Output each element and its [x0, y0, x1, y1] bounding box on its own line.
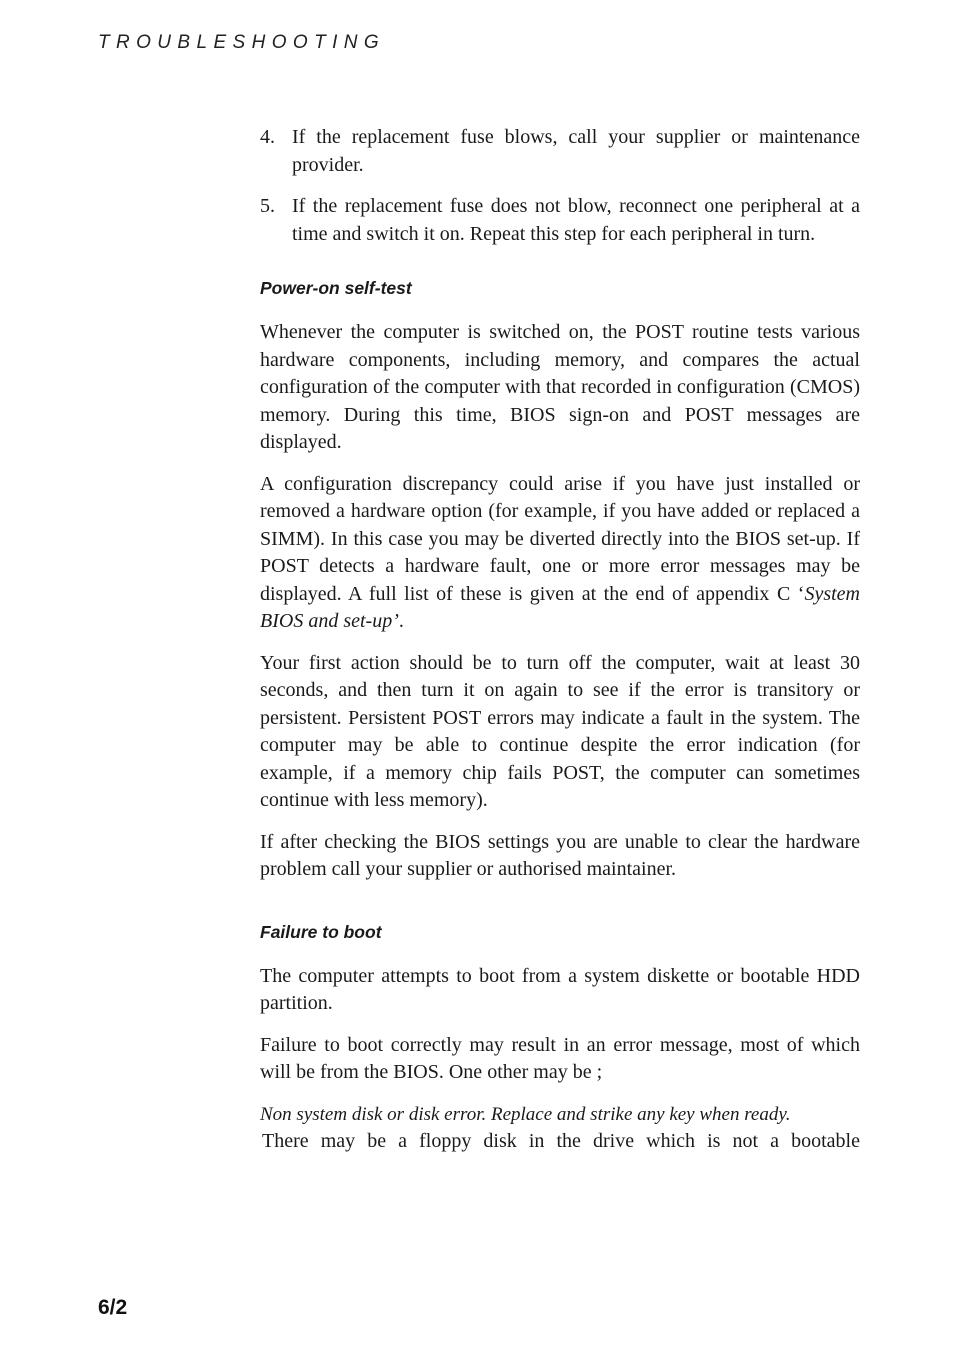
section-heading-post: Power-on self-test: [260, 278, 412, 298]
step-number: 4.: [260, 126, 275, 148]
step-text: If the replacement fuse does not blow, reconnect one peripheral at a time and switch it on. Repeat this step for each peripheral in turn.: [292, 195, 860, 245]
step-text: If the replacement fuse blows, call your supplier or maintenance provider.: [292, 126, 860, 176]
list-item: [260, 193, 860, 248]
paragraph: There may be a floppy disk in the drive which is not a bootable: [262, 1129, 860, 1152]
paragraph: If after checking the BIOS settings you are unable to clear the hardware problem call your supplier or authorised maintainer.: [260, 830, 860, 880]
paragraph: [260, 471, 860, 636]
page-number: 6/2: [98, 1296, 128, 1319]
paragraph: The computer attempts to boot from a system diskette or bootable HDD partition.: [260, 964, 860, 1014]
paragraph: Whenever the computer is switched on, the POST routine tests various hardware components, including memory, and compares the actual configuration of the computer with that recorded in configuration (CMOS) memory. During this time, BIOS sign-on and POST messages are displayed.: [260, 321, 860, 453]
paragraph-text: .: [398, 610, 404, 632]
steps-list: [260, 124, 860, 248]
section-heading-boot: Failure to boot: [260, 921, 382, 942]
page-content: [260, 124, 860, 1155]
step-number: 5.: [260, 195, 275, 217]
running-header: TROUBLESHOOTING: [98, 32, 386, 53]
paragraph-text: A configuration discrepancy could arise if you have just installed or removed a hardware option (for example, if you have added or replaced a SIMM). In this case you may be diverted directly into the BIOS set-up. If POST detects a hardware fault, one or more error messages may be displayed. A full list of these is given at the end of appendix C ‘: [260, 472, 860, 605]
appendix-reference: System BIOS and set-up’: [260, 582, 860, 632]
paragraph: Your first action should be to turn off the computer, wait at least 30 seconds, and then turn it on again to see if the error is transitory or persistent. Persistent POST errors may indicate a fault in the system. The computer may be able to continue despite the error indication (for example, if a memory chip fails POST, the computer can sometimes continue with less memory).: [260, 651, 860, 811]
paragraph: Failure to boot correctly may result in an error message, most of which will be from the BIOS. One other may be ;: [260, 1033, 860, 1083]
error-message: Non system disk or disk error. Replace and strike any key when ready.: [260, 1103, 791, 1125]
list-item: [260, 124, 860, 179]
